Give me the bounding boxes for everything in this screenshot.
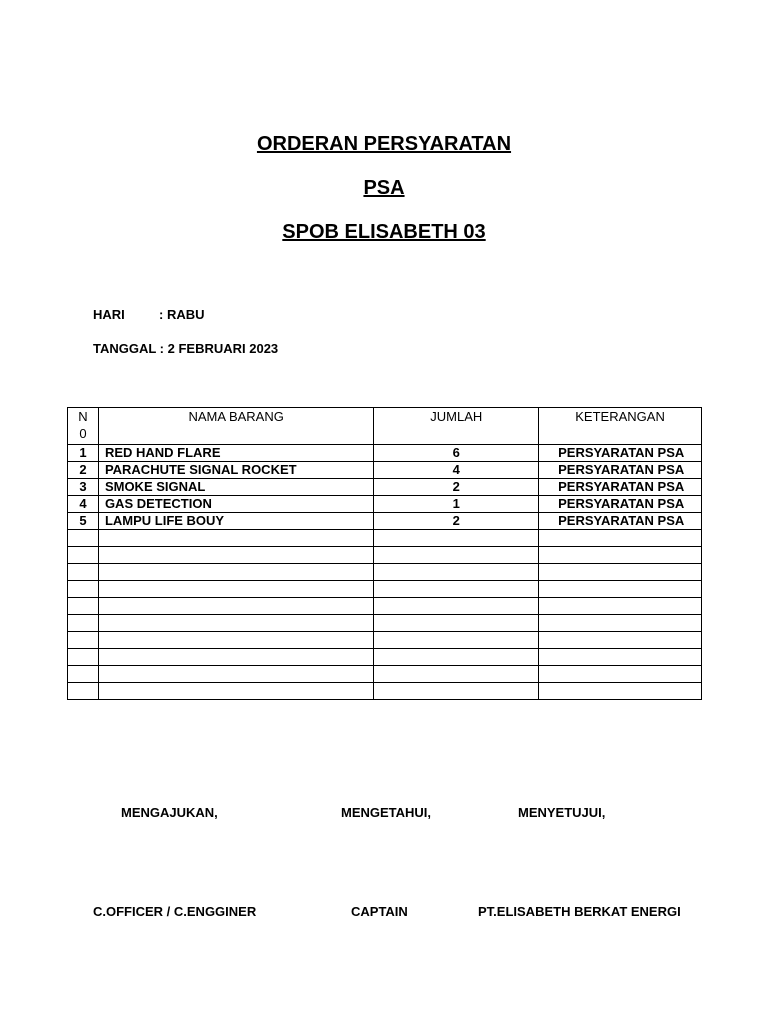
header-keterangan: KETERANGAN: [539, 408, 702, 445]
cell-no: [68, 615, 99, 632]
mengetahui-label: MENGETAHUI,: [341, 805, 432, 820]
items-table: [67, 407, 702, 700]
hari-value: : RABU: [159, 307, 205, 322]
cell-keterangan: PERSYARATAN PSA: [539, 462, 702, 479]
cell-jumlah: 2: [374, 513, 539, 530]
document-subtitle-psa: PSA: [363, 177, 405, 199]
header-jumlah: JUMLAH: [374, 408, 539, 445]
cell-nama-barang: [98, 632, 373, 649]
cell-nama-barang: [98, 649, 373, 666]
table-row: [68, 632, 702, 649]
cell-jumlah: [374, 632, 539, 649]
cell-jumlah: 4: [374, 462, 539, 479]
cell-no: [68, 547, 99, 564]
hari-label: HARI: [93, 307, 125, 322]
table-row: [68, 530, 702, 547]
cell-no: 1: [68, 445, 99, 462]
table-row: [68, 462, 702, 479]
company-signatory: PT.ELISABETH BERKAT ENERGI: [478, 904, 681, 919]
cell-no: [68, 683, 99, 700]
cell-jumlah: [374, 683, 539, 700]
header-nama-barang: NAMA BARANG: [98, 408, 373, 445]
table-row: [68, 479, 702, 496]
cell-jumlah: [374, 615, 539, 632]
cell-nama-barang: [98, 615, 373, 632]
cell-no: 2: [68, 462, 99, 479]
table-row: [68, 683, 702, 700]
cell-keterangan: [539, 615, 702, 632]
cell-no: 3: [68, 479, 99, 496]
captain-signatory: CAPTAIN: [351, 904, 408, 919]
cell-jumlah: 2: [374, 479, 539, 496]
cell-nama-barang: [98, 581, 373, 598]
cell-jumlah: [374, 530, 539, 547]
cell-keterangan: [539, 547, 702, 564]
cell-jumlah: [374, 581, 539, 598]
cell-nama-barang: PARACHUTE SIGNAL ROCKET: [98, 462, 373, 479]
cell-no: [68, 632, 99, 649]
table-row: [68, 445, 702, 462]
cell-jumlah: [374, 547, 539, 564]
cell-jumlah: 1: [374, 496, 539, 513]
cell-nama-barang: [98, 598, 373, 615]
cell-no: [68, 530, 99, 547]
cell-no: [68, 666, 99, 683]
table-row: [68, 598, 702, 615]
cell-nama-barang: [98, 683, 373, 700]
cell-keterangan: PERSYARATAN PSA: [539, 513, 702, 530]
cell-keterangan: [539, 530, 702, 547]
table-row: [68, 496, 702, 513]
table-row: [68, 581, 702, 598]
table-row: [68, 666, 702, 683]
cell-nama-barang: [98, 564, 373, 581]
cell-keterangan: [539, 666, 702, 683]
cell-nama-barang: GAS DETECTION: [98, 496, 373, 513]
table-row: [68, 564, 702, 581]
cell-nama-barang: LAMPU LIFE BOUY: [98, 513, 373, 530]
table-row: [68, 513, 702, 530]
table-row: [68, 615, 702, 632]
cell-no: [68, 581, 99, 598]
vessel-name: SPOB ELISABETH 03: [282, 221, 486, 243]
cell-jumlah: [374, 649, 539, 666]
cell-keterangan: [539, 632, 702, 649]
cell-jumlah: [374, 598, 539, 615]
cell-keterangan: [539, 683, 702, 700]
cell-jumlah: [374, 564, 539, 581]
cell-nama-barang: [98, 547, 373, 564]
cell-keterangan: [539, 598, 702, 615]
document-title: ORDERAN PERSYARATAN: [256, 133, 512, 155]
cell-keterangan: [539, 581, 702, 598]
cell-keterangan: PERSYARATAN PSA: [539, 445, 702, 462]
officer-signatory: C.OFFICER / C.ENGGINER: [93, 904, 257, 919]
cell-nama-barang: [98, 666, 373, 683]
tanggal-line: TANGGAL : 2 FEBRUARI 2023: [93, 341, 279, 356]
cell-keterangan: [539, 564, 702, 581]
cell-no: 4: [68, 496, 99, 513]
table-row: [68, 649, 702, 666]
cell-nama-barang: SMOKE SIGNAL: [98, 479, 373, 496]
cell-no: 5: [68, 513, 99, 530]
cell-no: [68, 649, 99, 666]
table-header-row: [68, 408, 702, 445]
cell-no: [68, 564, 99, 581]
cell-nama-barang: RED HAND FLARE: [98, 445, 373, 462]
cell-keterangan: PERSYARATAN PSA: [539, 479, 702, 496]
cell-keterangan: PERSYARATAN PSA: [539, 496, 702, 513]
cell-keterangan: [539, 649, 702, 666]
cell-jumlah: 6: [374, 445, 539, 462]
menyetujui-label: MENYETUJUI,: [518, 805, 606, 820]
mengajukan-label: MENGAJUKAN,: [121, 805, 218, 820]
cell-jumlah: [374, 666, 539, 683]
table-row: [68, 547, 702, 564]
header-no: N 0: [68, 408, 99, 445]
cell-nama-barang: [98, 530, 373, 547]
cell-no: [68, 598, 99, 615]
